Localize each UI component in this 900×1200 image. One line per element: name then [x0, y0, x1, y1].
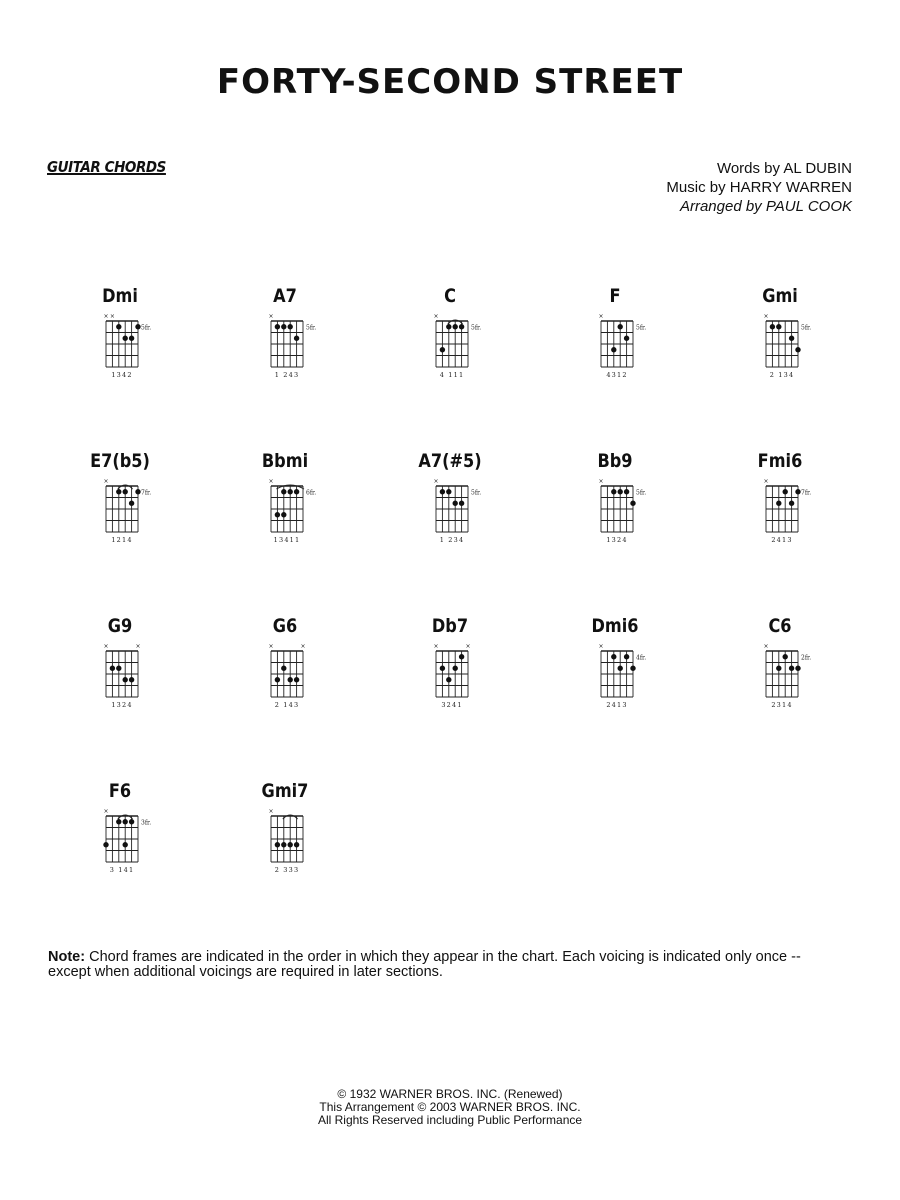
fingering-label: 3241	[441, 701, 463, 707]
chord-frame	[70, 307, 170, 377]
finger-dot	[129, 336, 134, 341]
chord-name: A7(#5)	[418, 450, 482, 472]
fingering-label: 1 234	[439, 536, 465, 542]
fret-position-label: 7fr.	[141, 489, 152, 497]
finger-dot	[459, 654, 464, 659]
fingering-label: 1 243	[274, 371, 300, 377]
finger-dot	[776, 324, 781, 329]
finger-dot	[630, 666, 635, 671]
finger-dot	[281, 489, 286, 494]
chord-diagram	[235, 780, 335, 890]
fingering-label: 1342	[111, 371, 133, 377]
finger-dot	[123, 336, 128, 341]
chord-name: E7(b5)	[90, 450, 150, 472]
muted-string-mark: ×	[268, 478, 274, 485]
chord-diagram	[235, 450, 335, 560]
words-credit: Words by AL DUBIN	[716, 160, 852, 177]
chord-name: G9	[107, 615, 133, 637]
chord-frame	[400, 307, 500, 377]
chord-name: Dmi	[102, 285, 138, 307]
finger-dot	[618, 489, 623, 494]
finger-dot	[630, 501, 635, 506]
chord-name: F	[609, 285, 621, 307]
muted-string-mark: ×	[433, 478, 439, 485]
muted-string-mark: ×	[763, 643, 769, 650]
muted-string-mark: ×	[268, 643, 274, 650]
muted-string-mark: ×	[109, 313, 115, 320]
muted-string-mark: ×	[763, 313, 769, 320]
arranger-credit: Arranged by PAUL COOK	[679, 198, 852, 215]
chord-diagram	[730, 285, 830, 395]
finger-dot	[783, 489, 788, 494]
copyright-line: This Arrangement © 2003 WARNER BROS. INC.	[319, 1100, 581, 1114]
finger-dot	[776, 666, 781, 671]
finger-dot	[453, 666, 458, 671]
chord-diagram	[235, 285, 335, 395]
finger-dot	[129, 819, 134, 824]
finger-dot	[440, 347, 445, 352]
finger-dot	[123, 842, 128, 847]
chord-name: F6	[108, 780, 132, 802]
chord-frame	[70, 637, 170, 707]
finger-dot	[281, 324, 286, 329]
music-credit: Music by HARRY WARREN	[666, 179, 852, 196]
fingering-label: 2 333	[274, 866, 300, 872]
finger-dot	[795, 347, 800, 352]
finger-dot	[795, 666, 800, 671]
muted-string-mark: ×	[135, 643, 141, 650]
page-title: FORTY-SECOND STREET	[216, 62, 684, 102]
chord-diagram	[400, 450, 500, 560]
finger-dot	[116, 819, 121, 824]
fingering-label: 13411	[273, 536, 301, 542]
finger-dot	[110, 666, 115, 671]
finger-dot	[453, 501, 458, 506]
finger-dot	[123, 489, 128, 494]
finger-dot	[446, 677, 451, 682]
chord-frame	[730, 307, 830, 377]
chord-name: Db7	[431, 615, 469, 637]
fret-position-label: 3fr.	[141, 819, 152, 827]
finger-dot	[294, 336, 299, 341]
finger-dot	[275, 842, 280, 847]
section-label: GUITAR CHORDS	[47, 158, 166, 176]
finger-dot	[459, 501, 464, 506]
chord-diagram	[400, 615, 500, 725]
note-text: Chord frames are indicated in the order in which they appear in the chart. Each voicing is indicated only once -- except when additional voicings are required in later sections.	[48, 949, 801, 980]
finger-dot	[795, 489, 800, 494]
fingering-label: 1214	[111, 536, 133, 542]
copyright	[0, 1088, 900, 1127]
chord-diagram	[730, 615, 830, 725]
finger-dot	[275, 512, 280, 517]
muted-string-mark: ×	[103, 808, 109, 815]
chord-diagram	[565, 450, 665, 560]
chord-diagram	[565, 285, 665, 395]
finger-dot	[611, 347, 616, 352]
copyright-line: © 1932 WARNER BROS. INC. (Renewed)	[337, 1087, 563, 1101]
finger-dot	[446, 324, 451, 329]
finger-dot	[624, 336, 629, 341]
chord-name: G6	[272, 615, 298, 637]
muted-string-mark: ×	[433, 313, 439, 320]
chord-frame	[235, 802, 335, 872]
fingering-label: 2413	[771, 536, 793, 542]
chord-diagram	[70, 450, 170, 560]
fingering-label: 3 141	[109, 866, 135, 872]
chord-name: Dmi6	[591, 615, 639, 637]
chord-frame	[235, 307, 335, 377]
finger-dot	[129, 677, 134, 682]
finger-dot	[776, 501, 781, 506]
fret-position-label: 5fr.	[636, 324, 647, 332]
chord-name: Gmi7	[261, 780, 309, 802]
finger-dot	[275, 677, 280, 682]
fret-position-label: 5fr.	[471, 489, 482, 497]
chord-name: C	[444, 285, 456, 307]
finger-dot	[446, 489, 451, 494]
muted-string-mark: ×	[763, 478, 769, 485]
muted-string-mark: ×	[268, 808, 274, 815]
finger-dot	[135, 489, 140, 494]
chord-diagram	[730, 450, 830, 560]
chord-frame	[235, 637, 335, 707]
finger-dot	[288, 489, 293, 494]
fingering-label: 4312	[606, 371, 628, 377]
finger-dot	[440, 489, 445, 494]
finger-dot	[789, 666, 794, 671]
muted-string-mark: ×	[300, 643, 306, 650]
finger-dot	[453, 324, 458, 329]
chord-frame	[730, 472, 830, 542]
copyright-line: All Rights Reserved including Public Performance	[317, 1113, 583, 1127]
finger-dot	[789, 501, 794, 506]
finger-dot	[611, 489, 616, 494]
finger-dot	[281, 666, 286, 671]
chord-name: Bb9	[597, 450, 633, 472]
finger-dot	[129, 501, 134, 506]
fret-position-label: 6fr.	[306, 489, 317, 497]
finger-dot	[624, 489, 629, 494]
fret-position-label: 7fr.	[801, 489, 812, 497]
chord-frame	[400, 472, 500, 542]
chord-diagram	[565, 615, 665, 725]
finger-dot	[275, 324, 280, 329]
chord-frame	[730, 637, 830, 707]
chord-frame	[235, 472, 335, 542]
finger-dot	[770, 324, 775, 329]
chord-frame	[565, 307, 665, 377]
finger-dot	[281, 842, 286, 847]
finger-dot	[116, 489, 121, 494]
chord-name: A7	[273, 285, 297, 307]
muted-string-mark: ×	[103, 478, 109, 485]
note-label: Note:	[48, 949, 86, 965]
muted-string-mark: ×	[103, 313, 109, 320]
finger-dot	[294, 677, 299, 682]
finger-dot	[135, 324, 140, 329]
chord-diagram	[70, 615, 170, 725]
finger-dot	[123, 819, 128, 824]
chord-name: Fmi6	[757, 450, 803, 472]
finger-dot	[116, 324, 121, 329]
chord-frame	[70, 802, 170, 872]
chord-name: Gmi	[762, 285, 798, 307]
finger-dot	[783, 654, 788, 659]
finger-dot	[116, 666, 121, 671]
fingering-label: 1324	[111, 701, 133, 707]
chord-diagram	[70, 285, 170, 395]
chord-frame	[400, 637, 500, 707]
muted-string-mark: ×	[598, 478, 604, 485]
fret-position-label: 5fr.	[471, 324, 482, 332]
chord-diagram	[70, 780, 170, 890]
finger-dot	[288, 842, 293, 847]
muted-string-mark: ×	[465, 643, 471, 650]
fret-position-label: 4fr.	[636, 654, 647, 662]
fingering-label: 2413	[606, 701, 628, 707]
chord-diagram	[400, 285, 500, 395]
fret-position-label: 5fr.	[801, 324, 812, 332]
finger-dot	[611, 654, 616, 659]
fret-position-label: 2fr.	[801, 654, 812, 662]
chord-name: Bbmi	[261, 450, 309, 472]
finger-dot	[294, 842, 299, 847]
finger-dot	[440, 666, 445, 671]
chord-diagram	[235, 615, 335, 725]
fingering-label: 2314	[771, 701, 793, 707]
muted-string-mark: ×	[598, 313, 604, 320]
muted-string-mark: ×	[598, 643, 604, 650]
finger-dot	[618, 324, 623, 329]
finger-dot	[281, 512, 286, 517]
finger-dot	[789, 336, 794, 341]
fingering-label: 2 143	[274, 701, 300, 707]
fret-position-label: 5fr.	[306, 324, 317, 332]
muted-string-mark: ×	[103, 643, 109, 650]
fingering-label: 2 134	[769, 371, 795, 377]
chord-frame	[70, 472, 170, 542]
fret-position-label: 5fr.	[636, 489, 647, 497]
finger-dot	[294, 489, 299, 494]
chord-frame	[565, 637, 665, 707]
note	[48, 950, 808, 980]
muted-string-mark: ×	[268, 313, 274, 320]
fret-position-label: 5fr.	[141, 324, 152, 332]
fingering-label: 1324	[606, 536, 628, 542]
chord-frame	[565, 472, 665, 542]
muted-string-mark: ×	[433, 643, 439, 650]
finger-dot	[459, 324, 464, 329]
finger-dot	[103, 842, 108, 847]
finger-dot	[618, 666, 623, 671]
finger-dot	[288, 324, 293, 329]
finger-dot	[288, 677, 293, 682]
finger-dot	[123, 677, 128, 682]
finger-dot	[624, 654, 629, 659]
fingering-label: 4 111	[439, 371, 465, 377]
chord-name: C6	[768, 615, 792, 637]
